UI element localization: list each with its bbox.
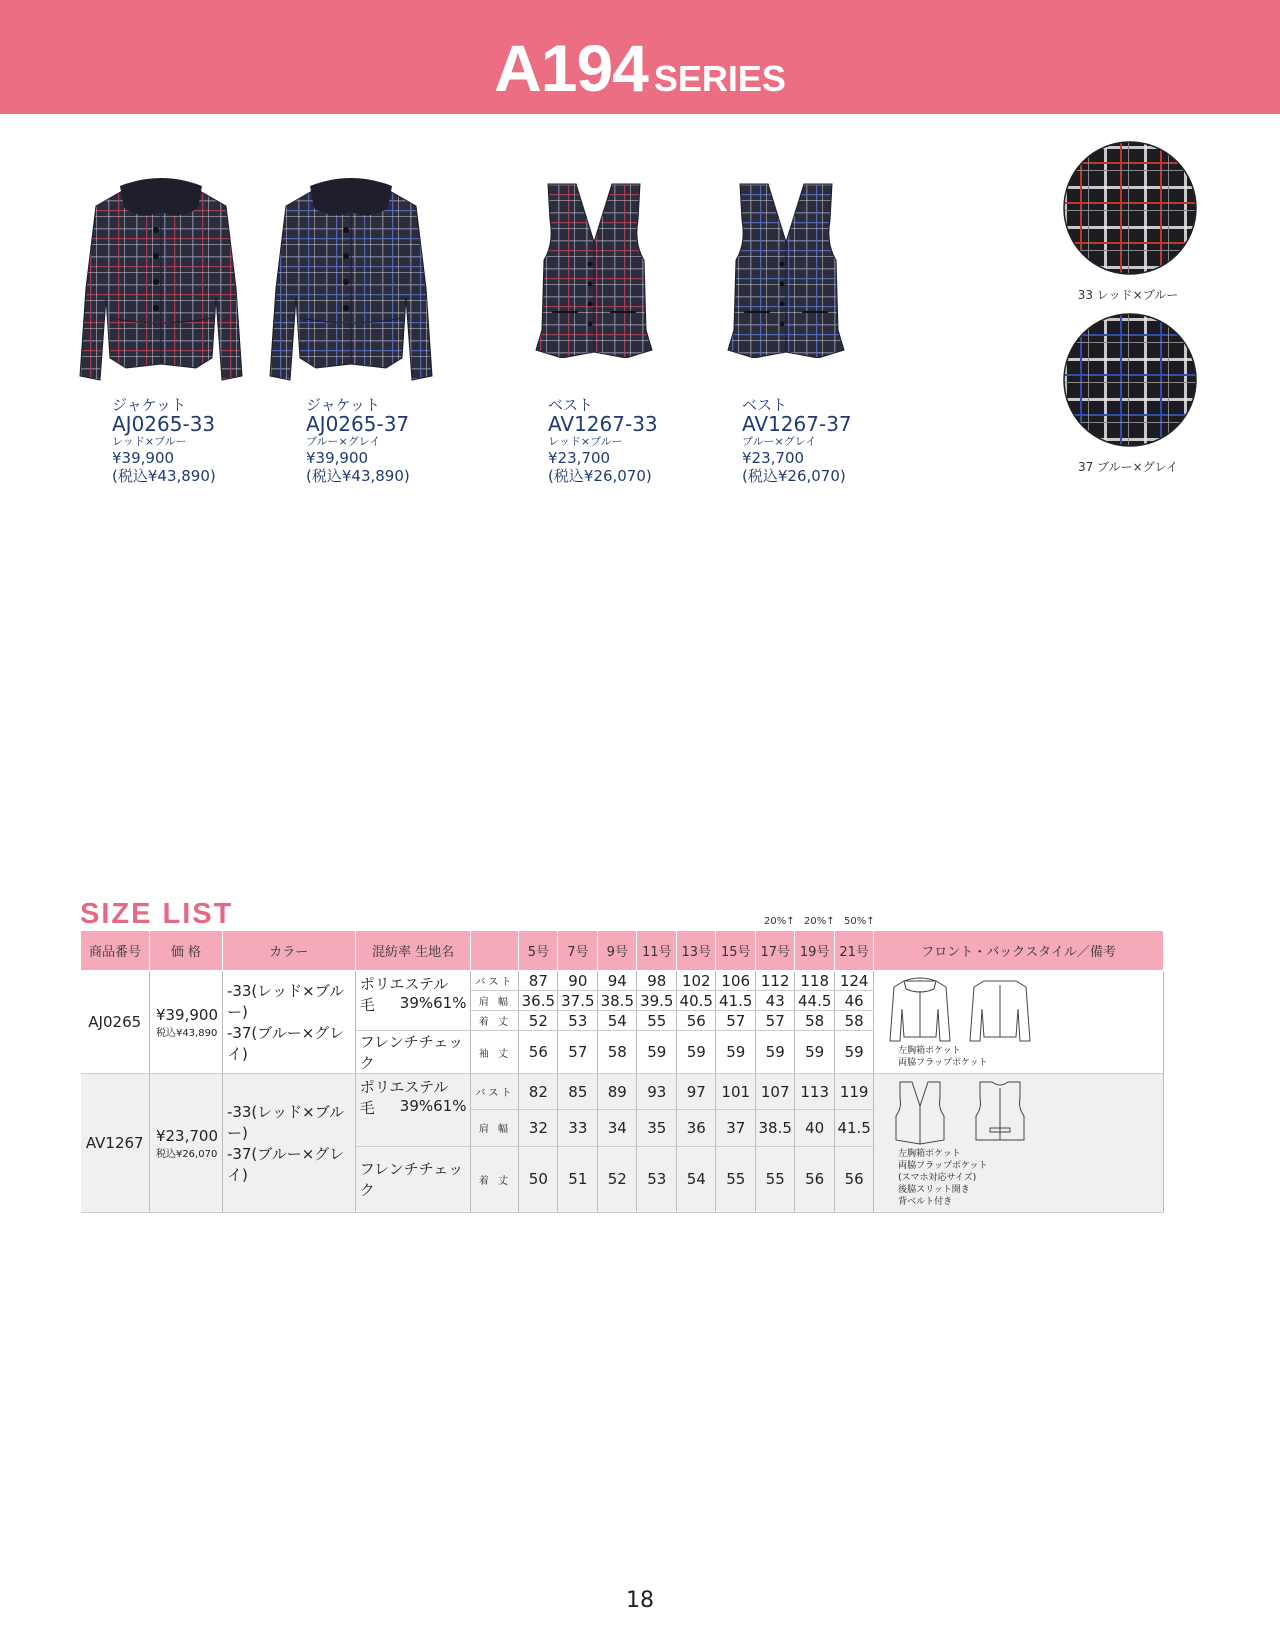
table-row (81, 971, 1164, 991)
size-value: 57 (716, 1011, 756, 1031)
size-value: 36 (677, 1110, 716, 1146)
fabric-name-cell: フレンチチェック (355, 1146, 471, 1212)
vest-image (718, 180, 854, 358)
pct-note-19: 20%↑ (804, 916, 835, 927)
size-value: 53 (558, 1011, 598, 1031)
size-value: 57 (558, 1031, 598, 1074)
fabric-material: ポリエステル (359, 1078, 449, 1096)
product-code-cell: AJ0265 (81, 971, 150, 1074)
product-price: ¥23,700 (742, 449, 805, 467)
measure-label: 着 丈 (471, 1146, 519, 1212)
fabric-swatch (1058, 312, 1198, 475)
size-value: 58 (835, 1011, 874, 1031)
measure-label: 肩 幅 (471, 991, 519, 1011)
price-value: ¥39,900 (155, 1005, 218, 1024)
style-note: 両脇フラップポケット (898, 1161, 988, 1171)
th-size: 21号 (835, 931, 874, 971)
th-code: 商品番号 (81, 931, 150, 971)
fabric-material: ポリエステル (359, 975, 449, 993)
size-value: 41.5 (716, 991, 756, 1011)
page-number: 18 (626, 1588, 654, 1613)
product-code-cell: AV1267 (81, 1074, 150, 1213)
product-price: ¥39,900 (306, 449, 369, 467)
style-note: 左胸箱ポケット (898, 1046, 961, 1056)
size-value: 55 (756, 1146, 795, 1212)
size-value: 93 (637, 1074, 677, 1110)
th-measure (471, 931, 519, 971)
product-price: ¥23,700 (548, 449, 611, 467)
product-category: ジャケット (112, 396, 186, 414)
size-row-group (81, 1074, 1164, 1213)
th-size: 9号 (598, 931, 637, 971)
size-value: 54 (677, 1146, 716, 1212)
color-cell (222, 1074, 355, 1213)
size-value: 50 (519, 1146, 558, 1212)
size-value: 52 (519, 1011, 558, 1031)
size-value: 97 (677, 1074, 716, 1110)
product-color: ブルー×グレイ (306, 435, 381, 448)
size-value: 107 (756, 1074, 795, 1110)
th-fabric: 混紡率 生地名 (355, 931, 471, 971)
product-info (112, 397, 216, 485)
size-value: 101 (716, 1074, 756, 1110)
size-value: 59 (795, 1031, 835, 1074)
size-value: 56 (795, 1146, 835, 1212)
pct-note-17: 20%↑ (764, 916, 795, 927)
size-value: 53 (637, 1146, 677, 1212)
size-value: 59 (835, 1031, 874, 1074)
size-value: 89 (598, 1074, 637, 1110)
th-size: 13号 (677, 931, 716, 971)
size-value: 41.5 (835, 1110, 874, 1146)
size-value: 55 (716, 1146, 756, 1212)
size-row-group (81, 971, 1164, 1074)
size-value: 98 (637, 971, 677, 991)
product-color: ブルー×グレイ (742, 435, 817, 448)
color-option: -37(ブルー×グレイ) (226, 1145, 345, 1184)
price-cell (149, 1074, 222, 1213)
fabric-percent: 39% (399, 994, 434, 1012)
size-value: 87 (519, 971, 558, 991)
product-info (742, 397, 852, 485)
size-value: 90 (558, 971, 598, 991)
style-note: 後脇スリット開き (898, 1185, 970, 1195)
product-price-tax: (税込¥26,070) (742, 467, 846, 485)
color-option: -33(レッド×ブルー) (226, 982, 345, 1021)
size-value: 59 (716, 1031, 756, 1074)
price-cell (149, 971, 222, 1074)
th-size: 17号 (756, 931, 795, 971)
size-value: 39.5 (637, 991, 677, 1011)
swatch-circle (1058, 140, 1198, 276)
product-code: AV1267-33 (548, 412, 658, 436)
size-value: 36.5 (519, 991, 558, 1011)
size-value: 55 (637, 1011, 677, 1031)
product-price-tax: (税込¥26,070) (548, 467, 652, 485)
series-title-main: A194 (494, 31, 648, 105)
size-value: 102 (677, 971, 716, 991)
product-info (548, 397, 658, 485)
size-value: 33 (558, 1110, 598, 1146)
size-list-title: SIZE LIST (80, 898, 234, 930)
style-cell (874, 1074, 1164, 1213)
size-value: 32 (519, 1110, 558, 1146)
th-size: 7号 (558, 931, 598, 971)
size-value: 82 (519, 1074, 558, 1110)
size-value: 112 (756, 971, 795, 991)
product-price: ¥39,900 (112, 449, 175, 467)
size-table-header (81, 931, 1164, 971)
size-value: 38.5 (598, 991, 637, 1011)
size-value: 85 (558, 1074, 598, 1110)
swatch-label: 37 ブルー×グレイ (1077, 460, 1179, 474)
size-value: 52 (598, 1146, 637, 1212)
vest-image (526, 180, 662, 358)
size-value: 106 (716, 971, 756, 991)
fabric-percent: 61% (433, 1097, 467, 1115)
size-value: 37 (716, 1110, 756, 1146)
size-value: 51 (558, 1146, 598, 1212)
size-value: 40 (795, 1110, 835, 1146)
size-value: 40.5 (677, 991, 716, 1011)
fabric-swatch (1058, 140, 1198, 303)
size-value: 57 (756, 1011, 795, 1031)
pct-note-21: 50%↑ (844, 916, 875, 927)
th-size: 11号 (637, 931, 677, 971)
price-value: ¥23,700 (155, 1126, 218, 1145)
fabric-material: 毛 (359, 996, 375, 1014)
measure-label: 肩 幅 (471, 1110, 519, 1146)
measure-label: 袖 丈 (471, 1031, 519, 1074)
product-color: レッド×ブルー (548, 435, 623, 448)
swatch-label: 33 レッド×ブルー (1077, 288, 1179, 302)
size-value: 113 (795, 1074, 835, 1110)
size-value: 56 (835, 1146, 874, 1212)
size-value: 38.5 (756, 1110, 795, 1146)
size-value: 94 (598, 971, 637, 991)
th-size: 5号 (519, 931, 558, 971)
style-note: (スマホ対応サイズ) (898, 1173, 977, 1183)
color-option: -37(ブルー×グレイ) (226, 1024, 345, 1063)
style-cell (874, 971, 1164, 1074)
size-value: 43 (756, 991, 795, 1011)
size-value: 56 (519, 1031, 558, 1074)
jacket-image (76, 168, 246, 386)
size-value: 119 (835, 1074, 874, 1110)
table-row (81, 1074, 1164, 1110)
product-code: AV1267-37 (742, 412, 852, 436)
product-code: AJ0265-37 (306, 412, 410, 436)
series-title-sub: SERIES (653, 58, 786, 99)
th-size: 15号 (716, 931, 756, 971)
th-size: 19号 (795, 931, 835, 971)
product-color: レッド×ブルー (112, 435, 187, 448)
size-value: 59 (637, 1031, 677, 1074)
size-value: 54 (598, 1011, 637, 1031)
size-value: 118 (795, 971, 835, 991)
fabric-cell (355, 971, 471, 1031)
jacket-style-sketch (878, 975, 1068, 1045)
fabric-percent: 39% (399, 1097, 434, 1115)
product-info (306, 397, 410, 485)
price-tax: 税込¥43,890 (155, 1027, 218, 1039)
series-title (0, 30, 1280, 106)
measure-label: バスト (471, 1074, 519, 1110)
jacket-image (266, 168, 436, 386)
size-value: 35 (637, 1110, 677, 1146)
style-notes (898, 1045, 987, 1069)
size-value: 59 (677, 1031, 716, 1074)
fabric-name-cell: フレンチチェック (355, 1031, 471, 1074)
product-price-tax: (税込¥43,890) (112, 467, 216, 485)
style-note: 背ベルト付き (898, 1197, 953, 1207)
product-price-tax: (税込¥43,890) (306, 467, 410, 485)
size-value: 124 (835, 971, 874, 991)
size-value: 46 (835, 991, 874, 1011)
product-category: ベスト (548, 396, 594, 414)
th-color: カラー (222, 931, 355, 971)
size-value: 59 (756, 1031, 795, 1074)
product-code: AJ0265-33 (112, 412, 216, 436)
style-note: 両脇フラップポケット (898, 1058, 988, 1068)
product-category: ベスト (742, 396, 788, 414)
color-cell (222, 971, 355, 1074)
price-tax: 税込¥26,070 (155, 1148, 218, 1160)
th-price: 価 格 (149, 931, 222, 971)
measure-label: 着 丈 (471, 1011, 519, 1031)
th-style: フロント・バックスタイル／備考 (874, 931, 1164, 971)
size-value: 44.5 (795, 991, 835, 1011)
size-value: 58 (795, 1011, 835, 1031)
product-category: ジャケット (306, 396, 380, 414)
size-value: 34 (598, 1110, 637, 1146)
measure-label: バスト (471, 971, 519, 991)
size-table (80, 930, 1164, 1213)
size-value: 37.5 (558, 991, 598, 1011)
color-option: -33(レッド×ブルー) (226, 1103, 345, 1142)
size-value: 56 (677, 1011, 716, 1031)
fabric-percent: 61% (433, 994, 467, 1012)
style-notes (898, 1148, 987, 1208)
fabric-cell (355, 1074, 471, 1147)
swatch-circle (1058, 312, 1198, 448)
style-note: 左胸箱ポケット (898, 1149, 961, 1159)
size-value: 58 (598, 1031, 637, 1074)
vest-style-sketch (878, 1078, 1068, 1148)
fabric-material: 毛 (359, 1099, 375, 1117)
